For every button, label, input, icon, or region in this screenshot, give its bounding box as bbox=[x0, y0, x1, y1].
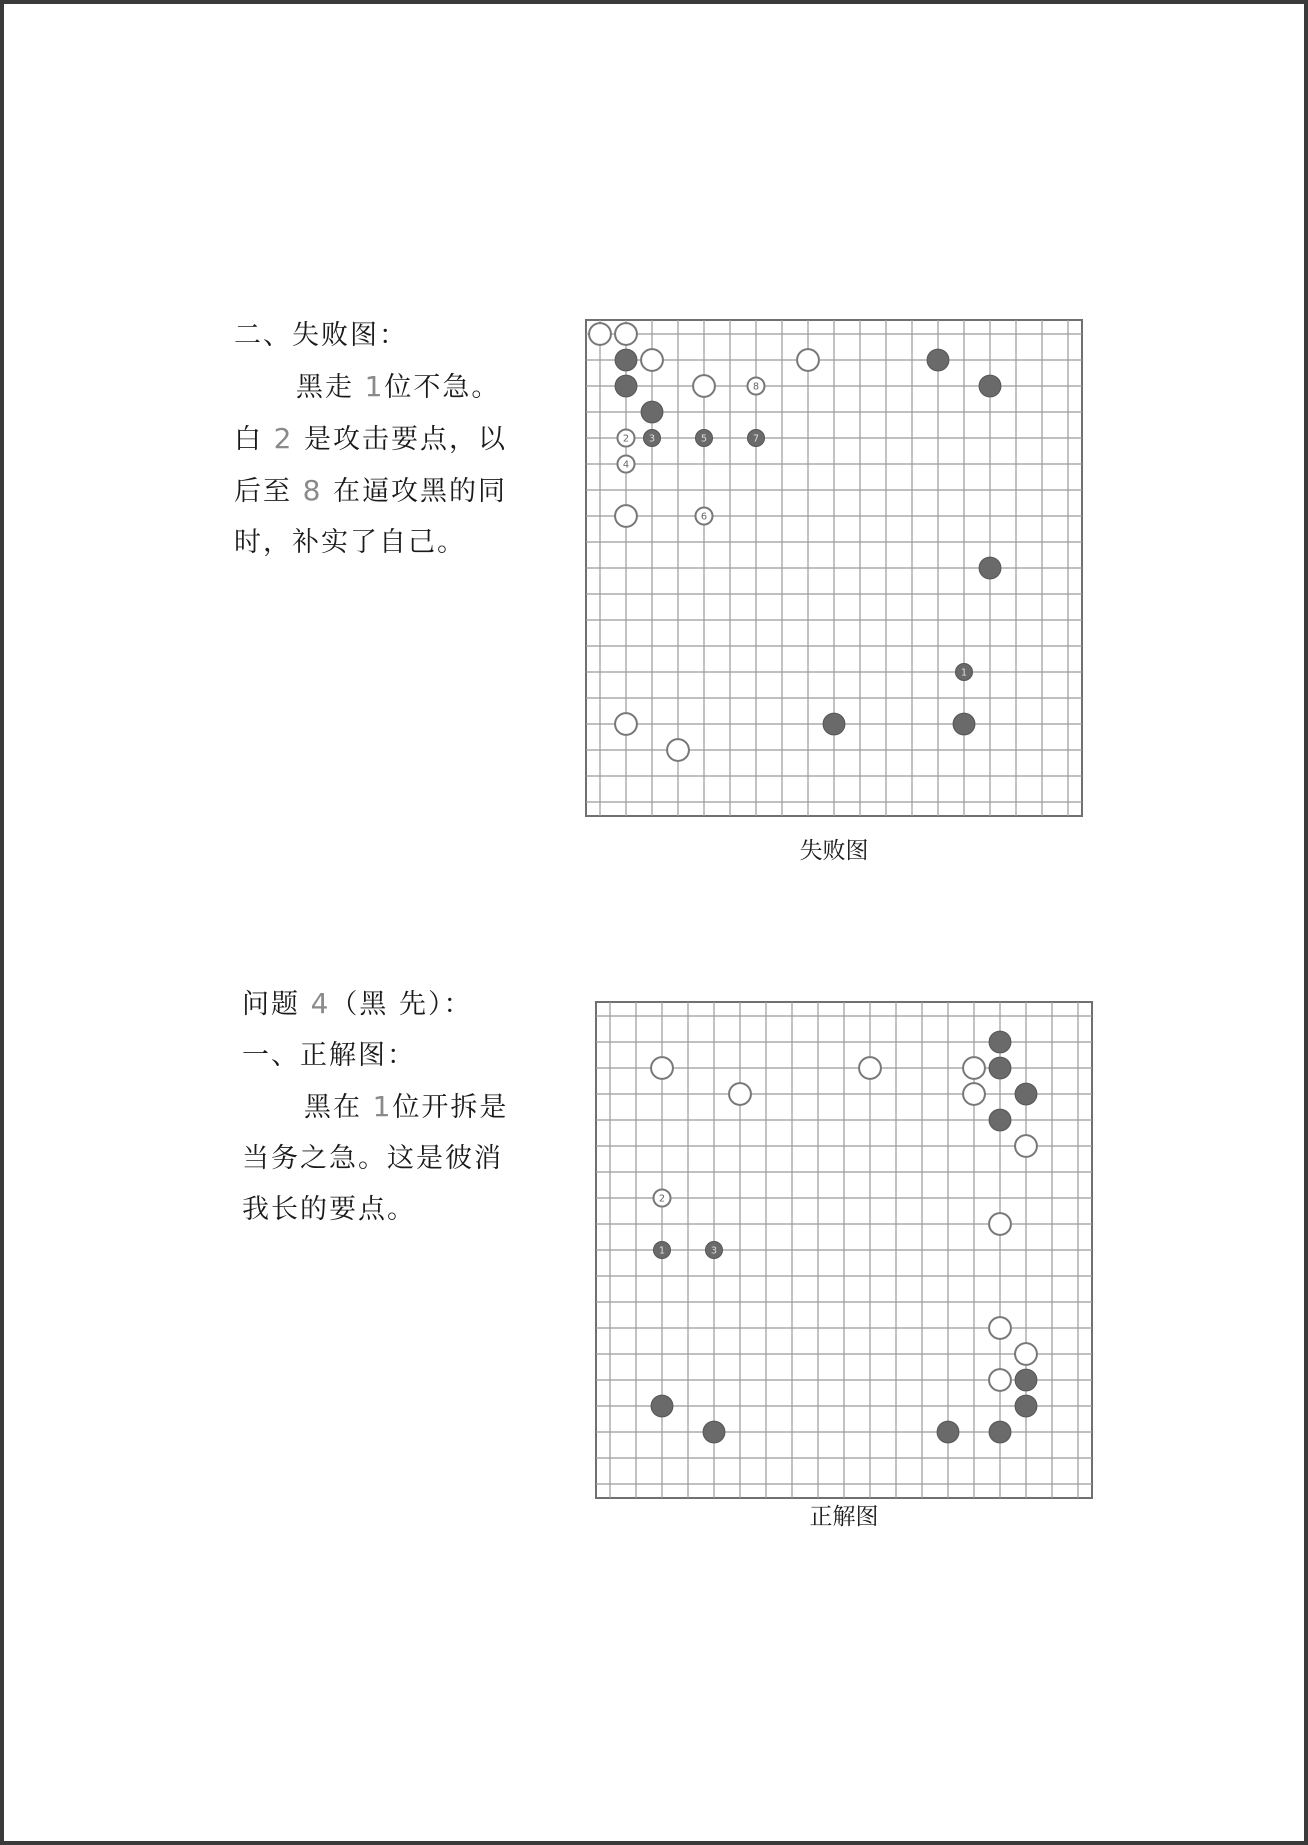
black-stone-5 bbox=[695, 429, 712, 446]
black-stone bbox=[641, 401, 663, 423]
black-stone bbox=[989, 1421, 1011, 1443]
white-stone-4 bbox=[617, 455, 634, 472]
fail-paragraph-line-1: 黑走 1位不急。 bbox=[296, 370, 501, 403]
fail-heading: 二、失败图： bbox=[234, 320, 408, 351]
black-stone-1 bbox=[653, 1241, 670, 1258]
problem-heading: 一、正解图： bbox=[242, 1040, 416, 1071]
white-stone bbox=[615, 505, 637, 527]
svg-text:1: 1 bbox=[960, 667, 968, 679]
white-stone-8 bbox=[747, 377, 764, 394]
white-stone bbox=[989, 1213, 1011, 1235]
black-stone bbox=[1015, 1083, 1037, 1105]
black-stone bbox=[651, 1395, 673, 1417]
white-stone bbox=[589, 323, 611, 345]
black-stone bbox=[937, 1421, 959, 1443]
black-stone bbox=[1015, 1395, 1037, 1417]
svg-text:3: 3 bbox=[710, 1245, 718, 1257]
problem-paragraph-line-1: 黑在 1位开拆是 bbox=[304, 1090, 509, 1123]
svg-text:7: 7 bbox=[752, 433, 760, 445]
white-stone bbox=[963, 1057, 985, 1079]
white-stone-6 bbox=[695, 507, 712, 524]
fail-text-block bbox=[234, 310, 507, 568]
black-stone bbox=[989, 1057, 1011, 1079]
black-stone bbox=[989, 1109, 1011, 1131]
problem-title: 问题 4（黑 先）： bbox=[242, 987, 473, 1020]
white-stone bbox=[797, 349, 819, 371]
svg-text:8: 8 bbox=[752, 381, 760, 393]
correct-caption: 正解图 bbox=[809, 1504, 879, 1530]
move-number: 1 bbox=[372, 1090, 393, 1123]
white-stone bbox=[693, 375, 715, 397]
white-stone bbox=[651, 1057, 673, 1079]
problem-paragraph-line-3: 我长的要点。 bbox=[242, 1194, 416, 1225]
fail-paragraph-line-2: 白 2 是攻击要点，以 bbox=[234, 422, 508, 455]
move-number: 1 bbox=[364, 370, 385, 403]
white-stone bbox=[667, 739, 689, 761]
fail-caption: 失败图 bbox=[799, 838, 869, 864]
white-stone bbox=[615, 713, 637, 735]
black-stone bbox=[979, 375, 1001, 397]
black-stone bbox=[989, 1031, 1011, 1053]
white-stone bbox=[729, 1083, 751, 1105]
svg-text:4: 4 bbox=[622, 459, 630, 471]
white-stone bbox=[989, 1317, 1011, 1339]
white-stone bbox=[1015, 1343, 1037, 1365]
black-stone bbox=[615, 375, 637, 397]
white-stone bbox=[963, 1083, 985, 1105]
black-stone-1 bbox=[955, 663, 972, 680]
white-stone-2 bbox=[617, 429, 634, 446]
black-stone-3 bbox=[643, 429, 660, 446]
problem-text-block bbox=[242, 978, 508, 1235]
black-stone bbox=[615, 349, 637, 371]
svg-text:2: 2 bbox=[622, 433, 630, 445]
fail-paragraph-line-3: 后至 8 在逼攻黑的同 bbox=[234, 474, 508, 507]
white-stone bbox=[615, 323, 637, 345]
svg-text:1: 1 bbox=[658, 1245, 666, 1257]
correct-board bbox=[594, 1000, 1094, 1504]
svg-text:6: 6 bbox=[700, 511, 708, 523]
move-number: 2 bbox=[273, 422, 294, 455]
svg-text:5: 5 bbox=[700, 433, 708, 445]
fail-paragraph-line-4: 时，补实了自己。 bbox=[234, 527, 466, 558]
black-stone bbox=[979, 557, 1001, 579]
black-stone bbox=[823, 713, 845, 735]
white-stone bbox=[859, 1057, 881, 1079]
white-stone bbox=[989, 1369, 1011, 1391]
problem-paragraph-line-2: 当务之急。这是彼消 bbox=[242, 1143, 503, 1174]
fail-board bbox=[584, 318, 1084, 822]
black-stone-3 bbox=[705, 1241, 722, 1258]
black-stone bbox=[927, 349, 949, 371]
move-number: 8 bbox=[302, 474, 323, 507]
white-stone-2 bbox=[653, 1189, 670, 1206]
problem-number: 4 bbox=[310, 987, 331, 1020]
black-stone bbox=[703, 1421, 725, 1443]
go-board-fail bbox=[584, 318, 1084, 818]
svg-text:2: 2 bbox=[658, 1193, 666, 1205]
go-board-correct bbox=[594, 1000, 1094, 1500]
svg-text:3: 3 bbox=[648, 433, 656, 445]
black-stone bbox=[953, 713, 975, 735]
white-stone bbox=[1015, 1135, 1037, 1157]
white-stone bbox=[641, 349, 663, 371]
black-stone bbox=[1015, 1369, 1037, 1391]
black-stone-7 bbox=[747, 429, 764, 446]
